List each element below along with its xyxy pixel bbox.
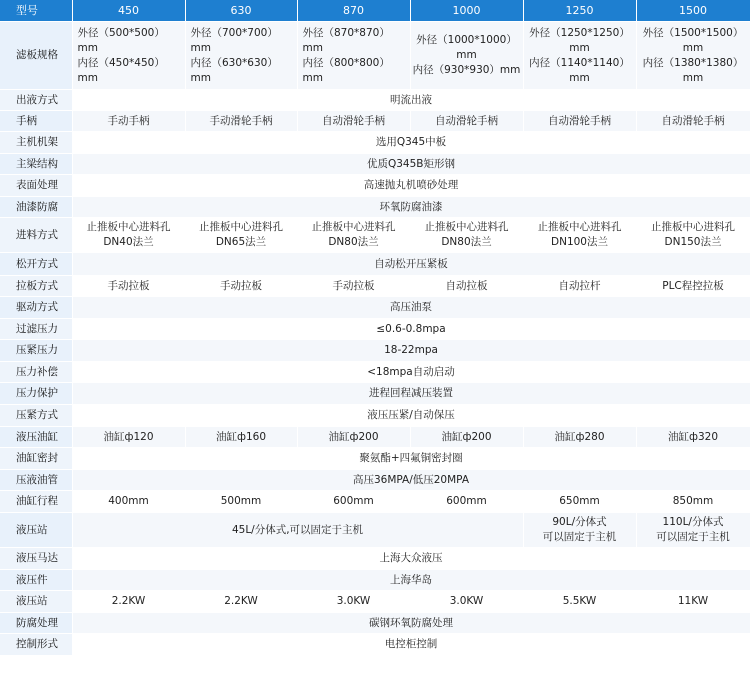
row-pulling <box>0 276 750 297</box>
row-label: 液压站 <box>0 513 72 548</box>
drive-value: 高压油泵 <box>72 297 750 319</box>
row-label: 液压马达 <box>0 548 72 570</box>
feed-1000: 止推板中心进料孔 DN80法兰 <box>410 218 523 253</box>
row-seal <box>0 448 750 470</box>
frame-value: 选用Q345中板 <box>72 132 750 154</box>
station-power-1250: 5.5KW <box>523 591 636 613</box>
row-paint <box>0 197 750 218</box>
row-label: 压紧压力 <box>0 340 72 362</box>
row-label: 驱动方式 <box>0 297 72 319</box>
row-label: 液压件 <box>0 570 72 591</box>
row-label: 液压油缸 <box>0 427 72 448</box>
stroke-870: 600mm <box>297 491 410 513</box>
station-1250: 90L/分体式 可以固定于主机 <box>523 513 636 548</box>
station-power-1000: 3.0KW <box>410 591 523 613</box>
pulling-630: 手动拉板 <box>185 276 297 297</box>
stroke-1250: 650mm <box>523 491 636 513</box>
paint-value: 环氧防腐油漆 <box>72 197 750 218</box>
row-label: 压力保护 <box>0 383 72 405</box>
feed-1500: 止推板中心进料孔 DN150法兰 <box>636 218 750 253</box>
row-label: 滤板规格 <box>0 22 72 90</box>
parts-value: 上海华岛 <box>72 570 750 591</box>
row-label: 压液油管 <box>0 470 72 491</box>
station-power-630: 2.2KW <box>185 591 297 613</box>
model-630: 630 <box>185 0 297 22</box>
handle-450: 手动手柄 <box>72 111 185 132</box>
row-label: 防腐处理 <box>0 613 72 634</box>
model-870: 870 <box>297 0 410 22</box>
beam-value: 优质Q345B矩形钢 <box>72 154 750 175</box>
plate-spec-630: 外径（700*700）mm 内径（630*630）mm <box>185 22 297 90</box>
cylinder-1250: 油缸ф280 <box>523 427 636 448</box>
control-value: 电控柜控制 <box>72 634 750 656</box>
cylinder-870: 油缸ф200 <box>297 427 410 448</box>
stroke-450: 400mm <box>72 491 185 513</box>
row-handle <box>0 111 750 132</box>
plate-spec-1500: 外径（1500*1500） mm 内径（1380*1380） mm <box>636 22 750 90</box>
model-450: 450 <box>72 0 185 22</box>
row-plate-spec <box>0 22 750 90</box>
discharge-value: 明流出液 <box>72 90 750 111</box>
pressure-protect-value: 进程回程减压装置 <box>72 383 750 405</box>
row-drive <box>0 297 750 319</box>
station-1500: 110L/分体式 可以固定于主机 <box>636 513 750 548</box>
pulling-1500: PLC程控拉板 <box>636 276 750 297</box>
row-beam <box>0 154 750 175</box>
press-mode-value: 液压压紧/自动保压 <box>72 405 750 427</box>
model-1250: 1250 <box>523 0 636 22</box>
model-1000: 1000 <box>410 0 523 22</box>
handle-1500: 自动滑轮手柄 <box>636 111 750 132</box>
row-label: 液压站 <box>0 591 72 613</box>
row-feed <box>0 218 750 253</box>
feed-870: 止推板中心进料孔 DN80法兰 <box>297 218 410 253</box>
row-label: 进料方式 <box>0 218 72 253</box>
surface-value: 高速抛丸机喷砂处理 <box>72 175 750 197</box>
row-pressure-comp <box>0 362 750 383</box>
plate-spec-870: 外径（870*870）mm 内径（800*800）mm <box>297 22 410 90</box>
station-power-450: 2.2KW <box>72 591 185 613</box>
filter-pressure-value: ≤0.6-0.8mpa <box>72 319 750 340</box>
row-release <box>0 253 750 276</box>
row-stroke <box>0 491 750 513</box>
pulling-1000: 自动拉板 <box>410 276 523 297</box>
row-control <box>0 634 750 656</box>
station-merged: 45L/分体式,可以固定于主机 <box>72 513 523 548</box>
handle-870: 自动滑轮手柄 <box>297 111 410 132</box>
row-label: 主梁结构 <box>0 154 72 175</box>
feed-450: 止推板中心进料孔 DN40法兰 <box>72 218 185 253</box>
stroke-1000: 600mm <box>410 491 523 513</box>
motor-value: 上海大众液压 <box>72 548 750 570</box>
cylinder-1000: 油缸ф200 <box>410 427 523 448</box>
stroke-1500: 850mm <box>636 491 750 513</box>
row-label: 控制形式 <box>0 634 72 656</box>
row-label: 表面处理 <box>0 175 72 197</box>
row-label: 出液方式 <box>0 90 72 111</box>
row-label: 油缸行程 <box>0 491 72 513</box>
handle-1000: 自动滑轮手柄 <box>410 111 523 132</box>
release-value: 自动松开压紧板 <box>72 253 750 276</box>
row-frame <box>0 132 750 154</box>
pressure-comp-value: <18mpa自动启动 <box>72 362 750 383</box>
row-pressure-protect <box>0 383 750 405</box>
header-row <box>0 0 750 22</box>
stroke-630: 500mm <box>185 491 297 513</box>
press-pressure-value: 18-22mpa <box>72 340 750 362</box>
row-label: 手柄 <box>0 111 72 132</box>
plate-spec-1000: 外径（1000*1000） mm 内径（930*930）mm <box>410 22 523 90</box>
row-parts <box>0 570 750 591</box>
handle-630: 手动滑轮手柄 <box>185 111 297 132</box>
pulling-870: 手动拉板 <box>297 276 410 297</box>
row-press-pressure <box>0 340 750 362</box>
row-cylinder <box>0 427 750 448</box>
row-pipe <box>0 470 750 491</box>
cylinder-1500: 油缸ф320 <box>636 427 750 448</box>
model-1500: 1500 <box>636 0 750 22</box>
row-label: 主机机架 <box>0 132 72 154</box>
station-power-870: 3.0KW <box>297 591 410 613</box>
seal-value: 聚氨酯+四氟铜密封圈 <box>72 448 750 470</box>
row-discharge <box>0 90 750 111</box>
row-label: 拉板方式 <box>0 276 72 297</box>
row-label: 压紧方式 <box>0 405 72 427</box>
header-label: 型号 <box>0 0 72 22</box>
row-label: 油缸密封 <box>0 448 72 470</box>
cylinder-450: 油缸ф120 <box>72 427 185 448</box>
row-press-mode <box>0 405 750 427</box>
row-filter-pressure <box>0 319 750 340</box>
row-label: 压力补偿 <box>0 362 72 383</box>
row-label: 过滤压力 <box>0 319 72 340</box>
pulling-450: 手动拉板 <box>72 276 185 297</box>
row-station <box>0 513 750 548</box>
plate-spec-450: 外径（500*500）mm 内径（450*450）mm <box>72 22 185 90</box>
pipe-value: 高压36MPA/低压20MPA <box>72 470 750 491</box>
station-power-1500: 11KW <box>636 591 750 613</box>
plate-spec-1250: 外径（1250*1250） mm 内径（1140*1140） mm <box>523 22 636 90</box>
pulling-1250: 自动拉杆 <box>523 276 636 297</box>
feed-630: 止推板中心进料孔 DN65法兰 <box>185 218 297 253</box>
feed-1250: 止推板中心进料孔 DN100法兰 <box>523 218 636 253</box>
row-label: 松开方式 <box>0 253 72 276</box>
row-surface <box>0 175 750 197</box>
row-label: 油漆防腐 <box>0 197 72 218</box>
anticorrosion-value: 碳钢环氧防腐处理 <box>72 613 750 634</box>
cylinder-630: 油缸ф160 <box>185 427 297 448</box>
row-motor <box>0 548 750 570</box>
row-anticorrosion <box>0 613 750 634</box>
row-station-power <box>0 591 750 613</box>
handle-1250: 自动滑轮手柄 <box>523 111 636 132</box>
